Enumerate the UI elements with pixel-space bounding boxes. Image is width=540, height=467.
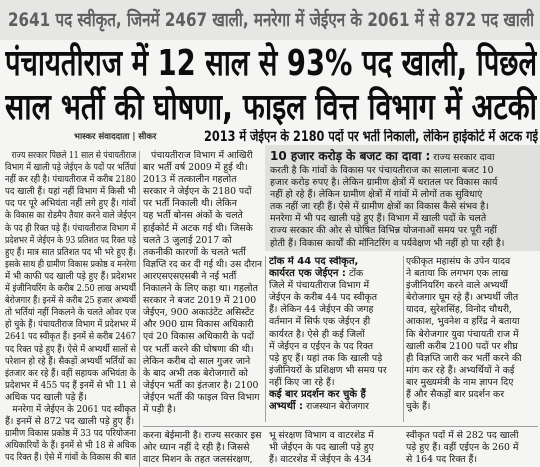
article-line: सरकार ने जेईएन के 2180 पदों [143,186,252,198]
article-line: नहीं हो रहे हैं। लेकिन ग्रामीण क्षेत्रों में गांवों में लोगों तक सुविधाएं [270,189,483,201]
article-column-4 [406,256,538,421]
article-line: लेकिन करीब दो साल गुजर जाने [143,355,251,367]
article-line: यादव, सुरेशसिंह, विनोद चौधरी, [406,304,512,316]
column-divider [139,151,140,467]
article-line: में जेईएन व एईएन के पद रिक्त [269,340,374,352]
article-line: नहीं कर रही है। पंचायतीराज में करीब 2180 [5,174,136,186]
article-line: वाटर मिशन के तहत जलसंरक्षण, [143,454,253,466]
article-line: पंचायतीराज विभाग में आखिरी [151,150,253,161]
article-line [270,149,495,165]
article-line: ही विज्ञप्ति जारी कर भर्ती करने की [406,352,522,364]
article-line: में इंजीनियरिंग के करीब 2.50 लाख अभ्यर्थी [5,283,136,295]
article-line [269,268,363,280]
article-line: मनरेगा में जेईएन के 2061 पद स्वीकृत [12,403,136,415]
article-line: भी जेईएन के पद खाली पड़े हुए [269,442,374,454]
article-line: चुके हैं। [406,401,431,413]
article-line: में पड़ी है। [143,403,176,415]
bold-lead-in: कई बार प्रदर्शन कर चुके हैं [269,389,366,401]
article-line: पर भर्ती करने की घोषणा की थी। [143,343,254,355]
article-line: प्रदेशभर में 455 पद हैं इनमें से भी 11 से [5,379,136,391]
article-line: में भी काफी पद खाली पड़े हुए हैं। प्रदेशभर [5,270,136,282]
article-line: करती है कि गांवों के विकास पर पंचायतीराज का सालाना बजट 10 [270,165,494,176]
article-line: इंजीनियरों के प्रशिक्षण भी समय पर [269,364,387,376]
article-line: प्रदेशभर में जेईएन के 93 प्रतिशत पद रिक्त पड़े [5,234,136,246]
article-line: इंजीनियरिंग करने वाले अभ्यर्थी [406,280,508,292]
article-line: एकीकृत महासंघ के उपेन यादव [406,256,511,267]
article-line: कार्यरत है। ऐसे ही कई जिलों [269,328,365,340]
article-line: करना बेईमानी है। राज्य सरकार इस [143,430,262,441]
article-line: इसके साथ ही ग्रामीण विकास प्रकोष्ठ व मनरेगा [5,258,136,270]
article-line: हैं। वाटरशेड में जेईएन के 434 [269,454,372,466]
article-line: हैं और सैकड़ों बार प्रदर्शन कर [406,389,505,401]
column-divider [403,256,404,422]
subheadline-text: 2013 में जेईएन के 2180 पदों पर भर्ती निकाली, लेकिन हाईकोर्ट में अटक गई [204,129,538,145]
line-text: राज्य सरकार दावा [433,152,495,163]
bold-lead-in: कार्यरत एक जेईएन : [269,268,346,280]
article-line: जेईएन के करीब 44 पद स्वीकृत [269,292,378,304]
article-line [269,389,366,401]
article-line: बार मुख्यमंत्री के नाम ज्ञापन दिए [406,376,514,388]
article-line: बेरोजगार हैं। इनमें से करीब 25 हजार अभ्यर्थी [5,295,136,307]
article-line: कि बेरोजगार युवा पंचायती राज में [406,328,519,340]
article-line: स्वीकृत पदों में से 282 पद खाली [406,430,519,441]
article-line: पद पर पूरे अभियंता नहीं लगे हुए हैं। गांवों [5,198,136,210]
article-line: अधिकारियों के हैं। इनमें से भी 18 से अधिक [5,440,136,452]
article-line: अधिक पद खाली पड़े हैं। [5,391,87,403]
column-divider [265,256,266,422]
article-line: पद रिक्त पड़े हुए हैं। ऐसे में अभ्यर्थी सालों से [5,343,136,355]
article-line: हो चुके हैं। पंचायतीराज विभाग में प्रदेशभर में [5,319,136,331]
article-line: पद रिक्त हैं। ऐसे में गांवों के विकास की बात [5,452,136,464]
subheadline [204,129,538,145]
line-text: राजस्थान बेरोजगार [306,401,369,413]
article-line [269,401,369,413]
article-line: के विकास का रोडमैप तैयार करने वाले जेईएन [5,210,136,222]
article-line: ओर ध्यान नहीं दे रही है। जिससे [143,442,250,454]
article-line: निकालने के लिए कहा था। गहलोत [143,283,258,295]
article-line: 2013 में तत्कालीन गहलोत [143,174,237,186]
article-line: तो भर्तियां नहीं निकलने के चलते ओवर एज [5,307,136,319]
article-line: जेईएन, 900 अकाउंटेंट असिस्टेंट [143,307,255,319]
article-line: परेशान हो रहे हैं। सैकड़ों अभ्यर्थी भर्तियों का [5,355,136,367]
article-line: सरकार ने बजट 2019 में 2100 [143,295,257,307]
article-line: 2641 पद स्वीकृत हैं। इनमें से करीब 2467 [5,331,136,343]
article-line: भू संरक्षण विभाग व वाटरशेड में [269,430,374,441]
article-line: हैं। इनमें से 872 पद खाली पड़े हुए हैं। [5,416,135,428]
article-line: हैं। लेकिन 44 जेईएन की जगह [269,304,374,316]
article-line: के पद ही रिक्त पड़े हैं। पंचायतीराज विभाग में [5,222,136,234]
article-line: ग्रामीण विकास प्रकोष्ठ में 33 पद परियोजना [5,428,136,440]
article-line: एवं 20 विकास अधिकारी के पदों [143,331,255,343]
article-line: से 164 पद रिक्त हैं। [406,454,478,466]
bottom-band-column-2 [143,430,262,467]
top-strip-text: 2641 पद स्वीकृत, जिनमें 2467 खाली, मनरेगा में जेईएन के 2061 में से 872 पद खाली [8,9,534,31]
highlight-box-text [270,149,536,249]
article-line: वर्तमान में सिर्फ एक जेईएन ही [269,316,371,328]
article-line: यह भर्ती बोनस अंकों के चलते [143,210,243,222]
article-line: होती हैं। विकास कार्यों की मॉनिटरिंग व पर्यवेक्षण भी नहीं हो पा रही है। [270,237,505,249]
article-line: आरएसएसएसबी ने नई भर्ती [143,270,237,282]
article-line: इंतजार कर रहे हैं। वहीं सहायक अभियंता के [5,367,136,379]
headline-line-2: साल भर्ती की घोषणा, फाइल वित्त विभाग में अटकी [5,87,537,128]
article-line: और 900 ग्राम विकास अधिकारी [143,319,254,331]
article-line: जिले में पंचायतीराज विभाग में [269,280,370,292]
article-line: पर भर्ती निकाली थी। लेकिन [143,198,237,210]
article-line: मनरेगा में भी पद खाली पड़े हुए हैं। विभाग में खाली पदों के चलते [270,213,487,225]
article-line: जेईएन भर्ती का इंतजार है। 2100 [143,379,259,391]
article-line: पड़े हुए हैं। वहीं एईएन के 260 में [406,442,519,454]
bottom-band-column-4 [406,430,538,467]
article-line: विभाग में खाली पड़े जेईएन के पदों पर भर्तियां [5,162,136,174]
article-line: पद खाली हैं। यहां नहीं विभाग में किसी भी [5,186,136,198]
byline [74,131,200,144]
article-line: के बाद अभी तक बेरोजगारों को [143,367,248,379]
article-line: तक नहीं जा रही हैं। ऐसे में ग्रामीण क्षेत्रों का विकास कैसे संभव है। [270,201,489,213]
article-column-1 [5,150,136,467]
article-line: पड़े हुए हैं। यहां तक कि खाली पड़े [269,352,383,364]
bottom-band-divider [143,426,538,427]
article-line: नहीं किए जा रहे हैं। [269,376,335,388]
top-strip-inner [8,7,534,33]
bold-lead-in: टोंक में 44 पद स्वीकृत, [269,256,359,267]
headline [5,42,537,130]
article-line: हाईकोर्ट में अटक गई थी। जिसके [143,222,253,234]
article-line: जेईएन भर्ती की फाइल वित्त विभाग [143,391,260,403]
bold-lead-in: 10 हजार करोड़ के बजट का दावा : [270,149,431,163]
bold-lead-in: अभ्यर्थी : [269,401,304,413]
byline-text: भास्कर संवाददाता | सीकर [74,132,157,142]
article-line: ने बताया कि लगभग एक लाख [406,268,509,280]
line-text: टोंक [348,268,364,280]
article-line: राज्य सरकार पिछले 11 साल से पंचायतीराज [11,150,136,161]
article-column-2 [143,150,262,422]
article-line: हुए हैं। मात्र सात प्रतिशत पद भी भरे हुए हैं। [5,246,136,258]
article-line: आकाश, भुवनेश व हरिंद्र ने बताया [406,316,520,328]
headline-line-1: पंचायतीराज में 12 साल से 93% पद खाली, पिछले [5,43,537,84]
article-line: चलते 3 जुलाई 2017 को [143,234,232,246]
article-line: बार भर्ती वर्ष 2009 में हुई थी। [143,162,248,174]
article-line: खाली करीब 2100 पदों पर शीघ्र [406,340,518,352]
article-line: विज्ञप्ति रद कर दी गई थी। उस दौरान [143,258,262,270]
article-line: राज्य सरकार की ओर से घोषित विभिन्न योजनाओं समय पर पूरी नहीं [270,225,497,237]
article-line: हजार करोड़ रुपए है। लेकिन ग्रामीण क्षेत्रों में धरातल पर विकास कार्य [270,177,498,189]
top-strip [0,0,540,40]
article-line: मांग कर रहे हैं। अभ्यर्थियों ने कई [406,364,515,376]
article-line: बेरोजगार घूम रहे हैं। अभ्यर्थी जीत [406,292,519,304]
article-line: तकनीकी कारणों के चलते भर्ती [143,246,246,258]
article-line [269,256,358,268]
article-column-3 [269,256,400,421]
bottom-band-column-3 [269,430,400,467]
